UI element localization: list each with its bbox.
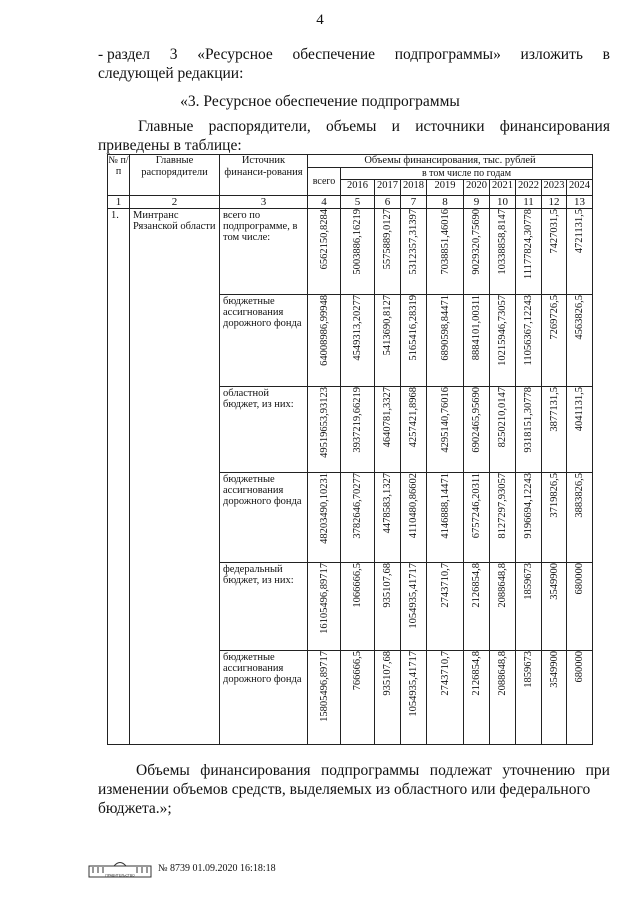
value-text: 4563826,5 [574,295,585,340]
value-cell [542,473,567,563]
value-text: 64008986,99948 [318,295,330,366]
value-text: 2088648,8 [497,651,508,696]
word: обеспечение [292,46,376,63]
value-cell [427,387,464,473]
word: при [585,762,610,779]
value-text: 15805496,89717 [318,651,330,722]
value-cell [542,563,567,651]
value-text: 3782646,70277 [352,473,363,539]
source-cell: областной бюджет, из них: [220,387,308,473]
value-cell [427,473,464,563]
value-cell [308,209,341,295]
value-cell [375,651,401,745]
word: подпрограммы» [394,46,501,63]
value-cell [308,473,341,563]
value-text: 11177824,30778 [523,209,534,280]
value-cell [308,651,341,745]
source-cell: бюджетные ассигнования дорожного фонда [220,651,308,745]
value-text: 680000 [574,563,585,595]
header-year: 2018 [401,180,427,196]
value-cell [401,387,427,473]
col-number: 5 [341,196,375,209]
word: изложить [520,46,583,63]
footer-line-3: бюджета.»; [98,800,172,817]
value-text: 680000 [574,651,585,683]
value-cell [341,387,375,473]
word: уточнению [502,762,576,779]
value-text: 1054935,41717 [408,563,419,629]
value-cell [516,209,542,295]
value-cell [375,209,401,295]
value-cell [308,295,341,387]
header-total: всего [308,168,341,196]
word: - раздел [98,46,151,63]
section-heading: «3. Ресурсное обеспечение подпрограммы [180,93,460,110]
source-cell: бюджетные ассигнования дорожного фонда [220,295,308,387]
col-number: 4 [308,196,341,209]
col-number: 12 [542,196,567,209]
value-text: 1859673 [523,651,534,688]
intro-line-2: следующей редакции: [98,65,244,82]
value-cell [341,295,375,387]
value-cell [375,563,401,651]
value-text: 766666,5 [352,651,363,691]
value-cell [401,209,427,295]
word: источники [415,118,485,135]
value-text: 4721131,5 [574,209,585,254]
value-cell [464,473,490,563]
value-cell [427,209,464,295]
value-cell [401,651,427,745]
value-text: 6562150,8284 [318,209,330,270]
value-text: 1859673 [523,563,534,600]
government-building-icon [88,858,152,878]
value-cell [567,295,593,387]
word: и [391,118,400,135]
col-number: 2 [130,196,220,209]
value-text: 935107,68 [382,651,393,696]
value-text: 4295140,76016 [439,387,451,453]
value-cell [427,563,464,651]
value-text: 3937219,66219 [352,387,363,453]
word: в [602,46,610,63]
footer-line-2: изменении объемов средств, выделяемых из областного или федерального [98,781,591,798]
value-text: 4041131,5 [574,387,585,432]
value-cell [464,295,490,387]
value-cell [516,651,542,745]
value-cell [401,295,427,387]
value-cell [567,473,593,563]
header-by-years: в том числе по годам [341,168,593,180]
footer-paragraph [98,761,610,818]
value-cell [341,651,375,745]
value-text: 5575889,0127 [382,209,393,270]
word: Главные [138,118,194,135]
header-year: 2017 [375,180,401,196]
col-number: 1 [108,196,130,209]
col-number: 7 [401,196,427,209]
value-text: 2126854,8 [471,651,482,696]
manager-cell: Минтранс Рязанской области [130,209,220,745]
funding-table [107,154,593,745]
word: Объемы [136,762,190,779]
value-cell [516,295,542,387]
value-cell [542,651,567,745]
value-cell [490,651,516,745]
value-cell [341,563,375,651]
value-cell [516,563,542,651]
value-cell [308,563,341,651]
header-year: 2022 [516,180,542,196]
word: подлежат [429,762,492,779]
header-year: 2020 [464,180,490,196]
value-text: 11056367,12243 [523,295,534,366]
value-text: 5003886,16219 [352,209,363,275]
value-cell [375,473,401,563]
header-managers: Главные распорядители [130,155,220,196]
value-text: 9196694,12243 [523,473,534,539]
value-cell [464,563,490,651]
registration-stamp [88,858,276,878]
row-number: 1. [108,209,130,745]
source-cell: бюджетные ассигнования дорожного фонда [220,473,308,563]
word: финансирования [200,762,311,779]
value-cell [516,387,542,473]
col-number: 10 [490,196,516,209]
col-number: 6 [375,196,401,209]
value-cell [542,387,567,473]
value-text: 10338858,8147 [497,209,508,275]
source-cell: всего по подпрограмме, в том числе: [220,209,308,295]
value-text: 10215946,73057 [497,295,508,366]
stamp-logo-text: ПРАВИТЕЛЬСТВО [105,873,135,878]
value-text: 4478583,1327 [382,473,393,534]
value-text: 9029320,75690 [471,209,482,275]
value-text: 7427031,5 [548,209,560,254]
header-volumes: Объемы финансирования, тыс. рублей [308,155,593,168]
value-cell [464,387,490,473]
intro-paragraph [98,45,610,83]
value-cell [567,387,593,473]
value-text: 6890598,84471 [439,295,451,361]
value-text: 4549313,20277 [352,295,363,361]
value-cell [401,563,427,651]
value-cell [516,473,542,563]
value-text: 49519653,93123 [318,387,330,458]
value-cell [427,651,464,745]
value-text: 2743710,7 [439,651,451,696]
value-cell [375,387,401,473]
value-cell [490,563,516,651]
value-text: 3883826,5 [574,473,585,518]
word: финансирования [499,118,610,135]
value-text: 3719826,5 [548,473,560,518]
value-cell [542,295,567,387]
col-number: 9 [464,196,490,209]
value-text: 5165416,28319 [408,295,419,361]
value-cell [567,651,593,745]
source-cell: федеральный бюджет, из них: [220,563,308,651]
word: «Ресурсное [197,46,273,63]
col-number: 13 [567,196,593,209]
header-source: Источник финанси-рования [220,155,308,196]
value-text: 16105496,89717 [318,563,330,634]
value-cell [490,473,516,563]
stamp-doc-text: № 8739 01.09.2020 16:18:18 [158,862,276,874]
word: распорядители, [208,118,311,135]
col-number: 11 [516,196,542,209]
value-text: 3549900 [548,563,560,600]
value-cell [375,295,401,387]
value-text: 1054935,41717 [408,651,419,717]
value-text: 6902465,95690 [471,387,482,453]
word: 3 [169,46,178,63]
value-cell [490,387,516,473]
value-text: 4257421,8968 [408,387,419,448]
value-text: 935107,68 [382,563,393,608]
value-cell [401,473,427,563]
value-cell [427,295,464,387]
value-text: 6757246,20311 [471,473,482,539]
value-text: 8250210,0147 [497,387,508,448]
header-year: 2016 [341,180,375,196]
value-cell [308,387,341,473]
value-text: 5312357,31397 [408,209,419,275]
intro-line-1 [98,45,610,64]
value-cell [567,563,593,651]
value-cell [464,209,490,295]
word: объемы [326,118,377,135]
value-text: 8884101,00311 [471,295,482,361]
word: подпрограммы [320,762,420,779]
value-text: 4146888,14471 [439,473,451,539]
value-text: 3877131,5 [548,387,560,432]
value-cell [490,209,516,295]
header-year: 2019 [427,180,464,196]
value-text: 7038851,46016 [439,209,451,275]
value-cell [490,295,516,387]
value-text: 9318151,30778 [523,387,534,453]
header-year: 2024 [567,180,593,196]
lead-paragraph [98,117,610,155]
value-text: 7269726,5 [548,295,560,340]
header-num: № п/п [108,155,130,196]
lead-line-1 [98,117,610,136]
value-text: 2088648,8 [497,563,508,608]
lead-line-2: приведены в таблице: [98,137,242,154]
value-cell [341,473,375,563]
value-cell [464,651,490,745]
value-cell [542,209,567,295]
value-text: 2743710,7 [439,563,451,608]
value-text: 4110480,86602 [408,473,419,539]
header-year: 2023 [542,180,567,196]
header-year: 2021 [490,180,516,196]
value-text: 5413690,8127 [382,295,393,356]
value-text: 4640781,3327 [382,387,393,448]
col-number: 3 [220,196,308,209]
value-text: 2126854,8 [471,563,482,608]
value-cell [341,209,375,295]
col-number: 8 [427,196,464,209]
table-row [108,209,593,295]
value-cell [567,209,593,295]
page-number: 4 [316,12,324,28]
value-text: 48203490,10231 [318,473,330,544]
value-text: 3549900 [548,651,560,688]
value-text: 1066666,5 [352,563,363,608]
value-text: 8127297,93057 [497,473,508,539]
footer-line-1 [98,761,610,780]
